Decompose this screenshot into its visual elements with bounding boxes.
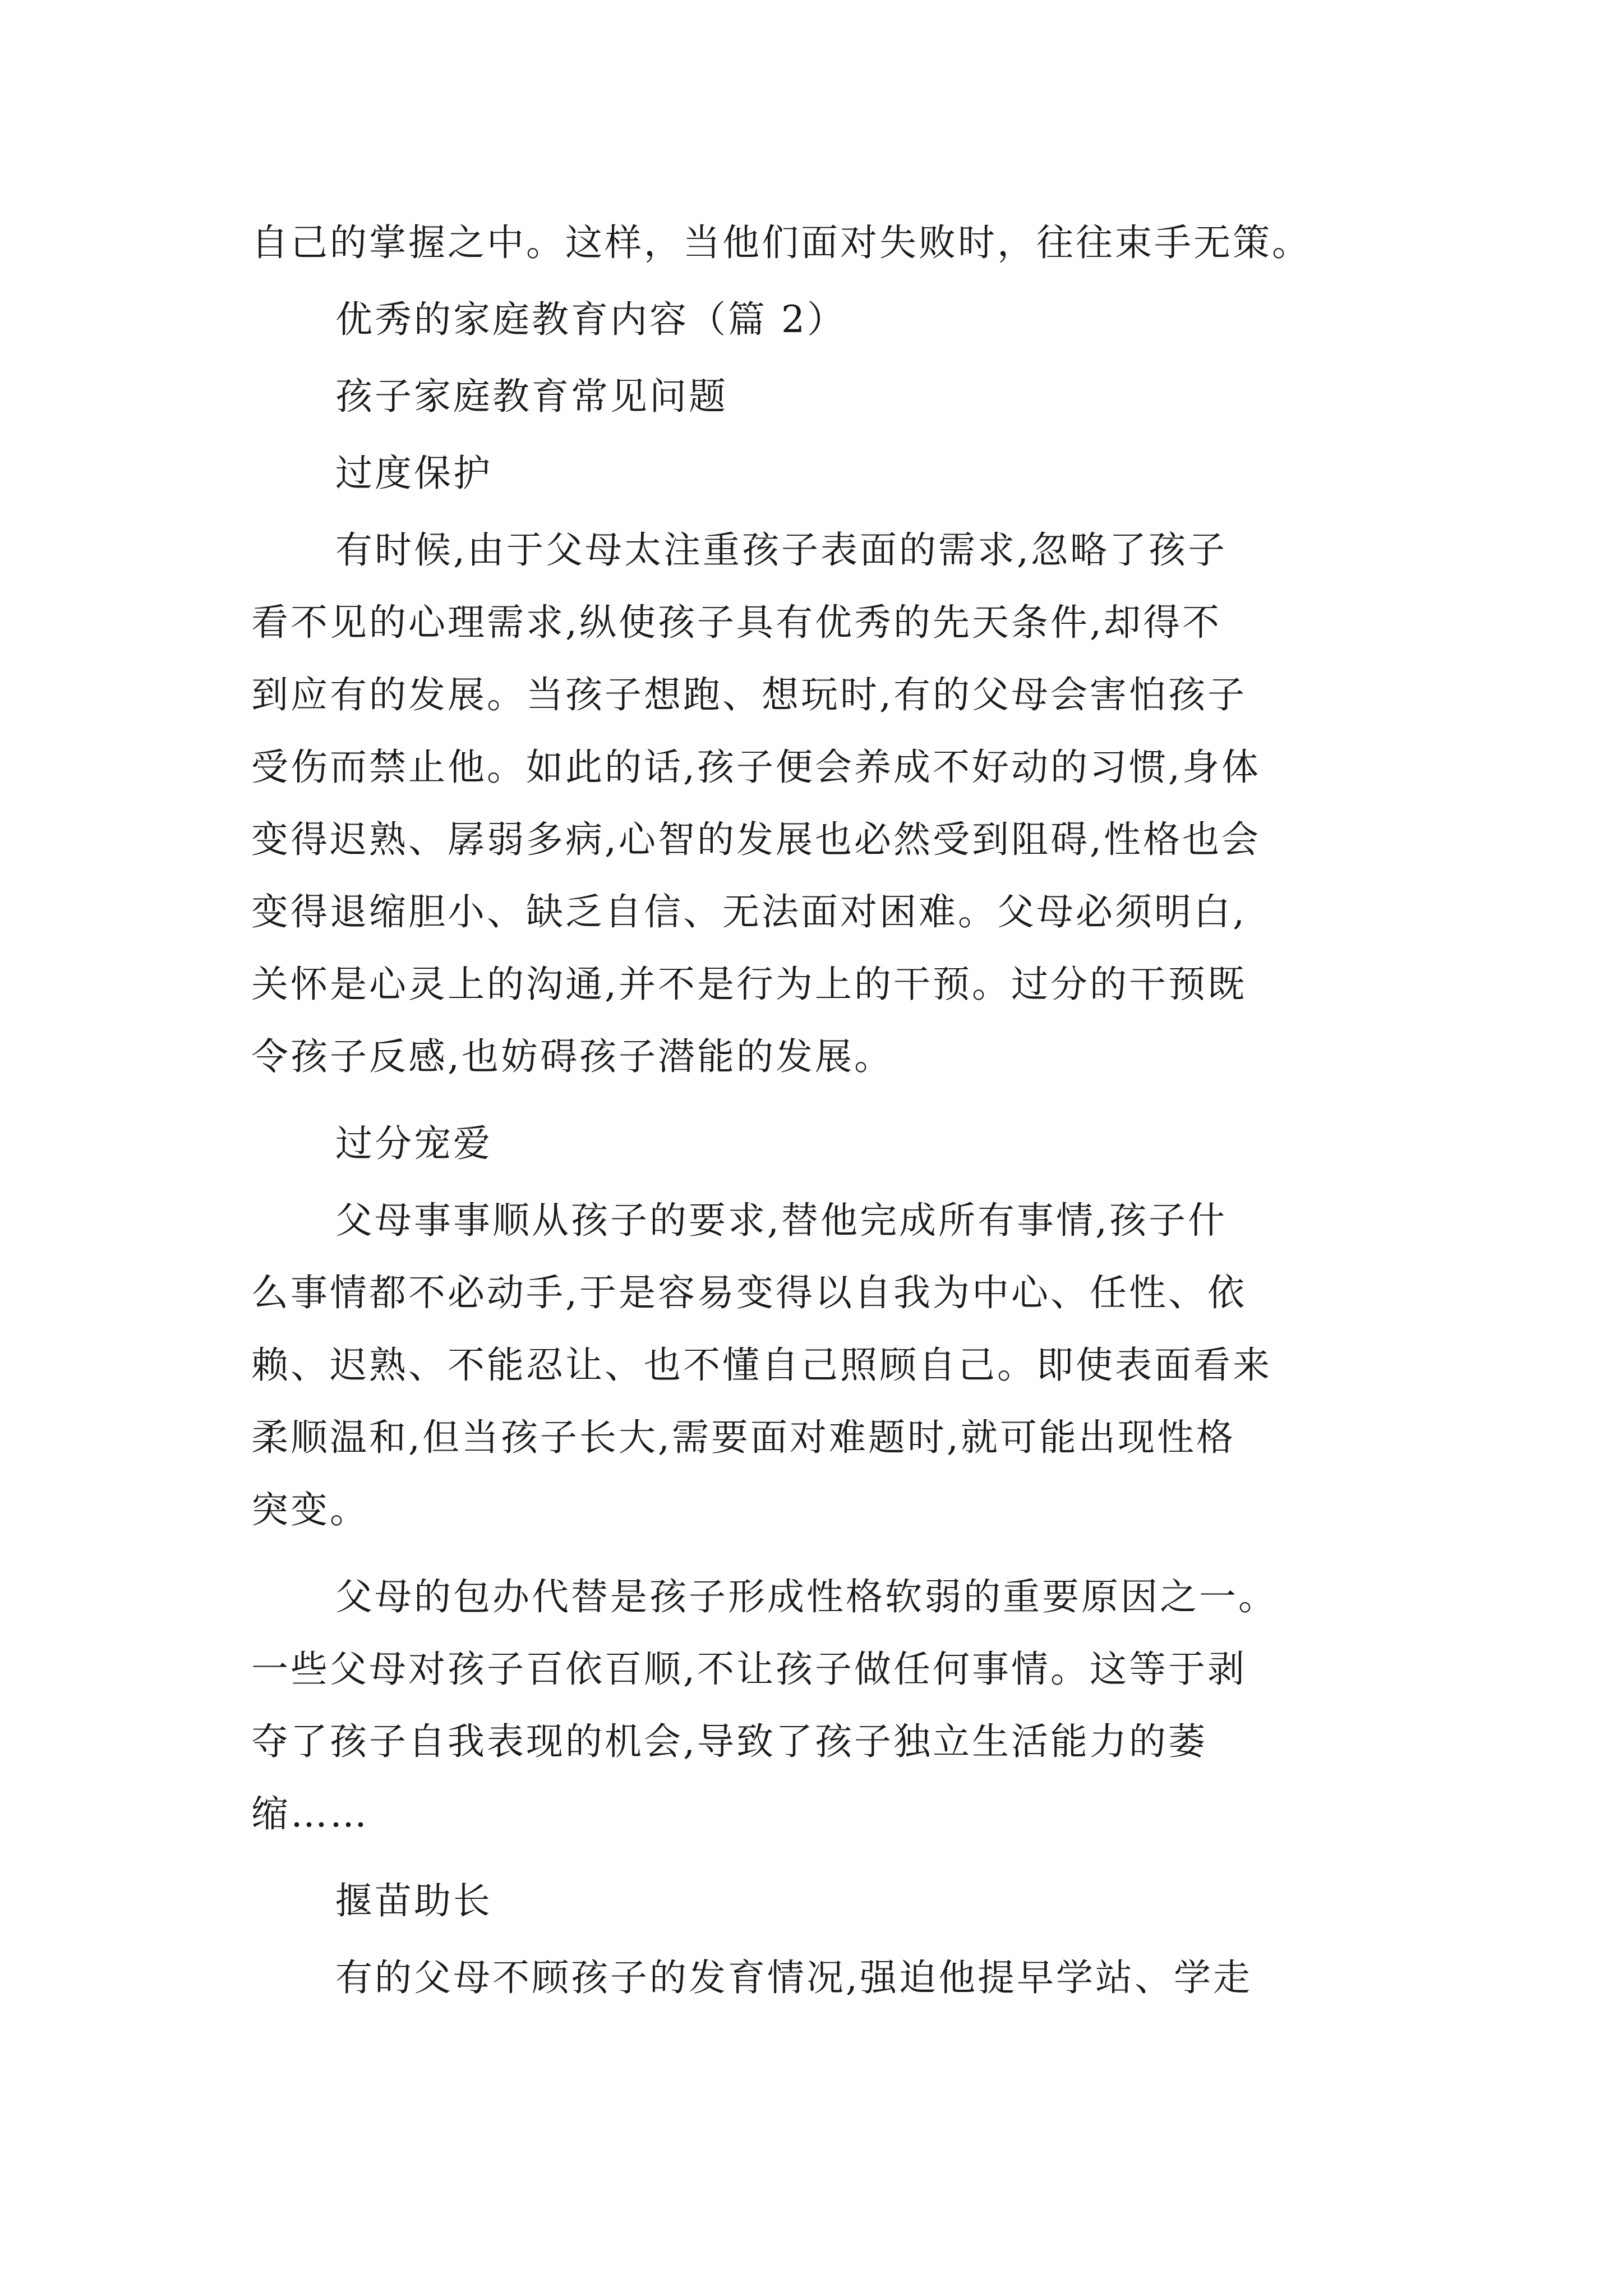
paragraph-line: 有的父母不顾孩子的发育情况,强迫他提早学站、学走 [335,1956,1252,1999]
subheading-overindulgence: 过分宠爱 [335,1122,492,1165]
paragraph-line: 赖、迟熟、不能忍让、也不懂自己照顾自己。即使表面看来 [251,1343,1272,1387]
subheading-forcing-growth: 揠苗助长 [335,1879,492,1922]
paragraph-line: 突变。 [251,1488,369,1531]
section-title: 优秀的家庭教育内容（篇 2） [335,298,846,341]
paragraph-line: 缩…… [251,1792,369,1835]
paragraph-line: 么事情都不必动手,于是容易变得以自我为中心、任性、依 [251,1271,1247,1314]
document-body [251,206,1384,2014]
paragraph-line: 到应有的发展。当孩子想跑、想玩时,有的父母会害怕孩子 [251,673,1247,716]
paragraph-line: 令孩子反感,也妨碍孩子潜能的发展。 [251,1035,893,1078]
paragraph-line: 柔顺温和,但当孩子长大,需要面对难题时,就可能出现性格 [251,1416,1235,1459]
paragraph-line: 自己的掌握之中。这样，当他们面对失败时，往往束手无策。 [251,221,1311,264]
paragraph-line: 父母事事顺从孩子的要求,替他完成所有事情,孩子什 [335,1199,1227,1242]
paragraph-line: 变得退缩胆小、缺乏自信、无法面对困难。父母必须明白, [251,890,1247,933]
paragraph-line: 变得迟熟、孱弱多病,心智的发展也必然受到阻碍,性格也会 [251,818,1261,861]
paragraph-line: 一些父母对孩子百依百顺,不让孩子做任何事情。这等于剥 [251,1648,1247,1691]
paragraph-line: 父母的包办代替是孩子形成性格软弱的重要原因之一。 [335,1575,1278,1618]
paragraph-line: 夺了孩子自我表现的机会,导致了孩子独立生活能力的萎 [251,1720,1207,1763]
paragraph-line: 看不见的心理需求,纵使孩子具有优秀的先天条件,却得不 [251,601,1221,644]
subheading-overprotection: 过度保护 [335,452,492,495]
paragraph-line: 受伤而禁止他。如此的话,孩子便会养成不好动的习惯,身体 [251,746,1261,789]
paragraph-line: 关怀是心灵上的沟通,并不是行为上的干预。过分的干预既 [251,963,1247,1006]
section-subtitle: 孩子家庭教育常见问题 [335,375,728,418]
paragraph-line: 有时候,由于父母太注重孩子表面的需求,忽略了孩子 [335,528,1227,572]
